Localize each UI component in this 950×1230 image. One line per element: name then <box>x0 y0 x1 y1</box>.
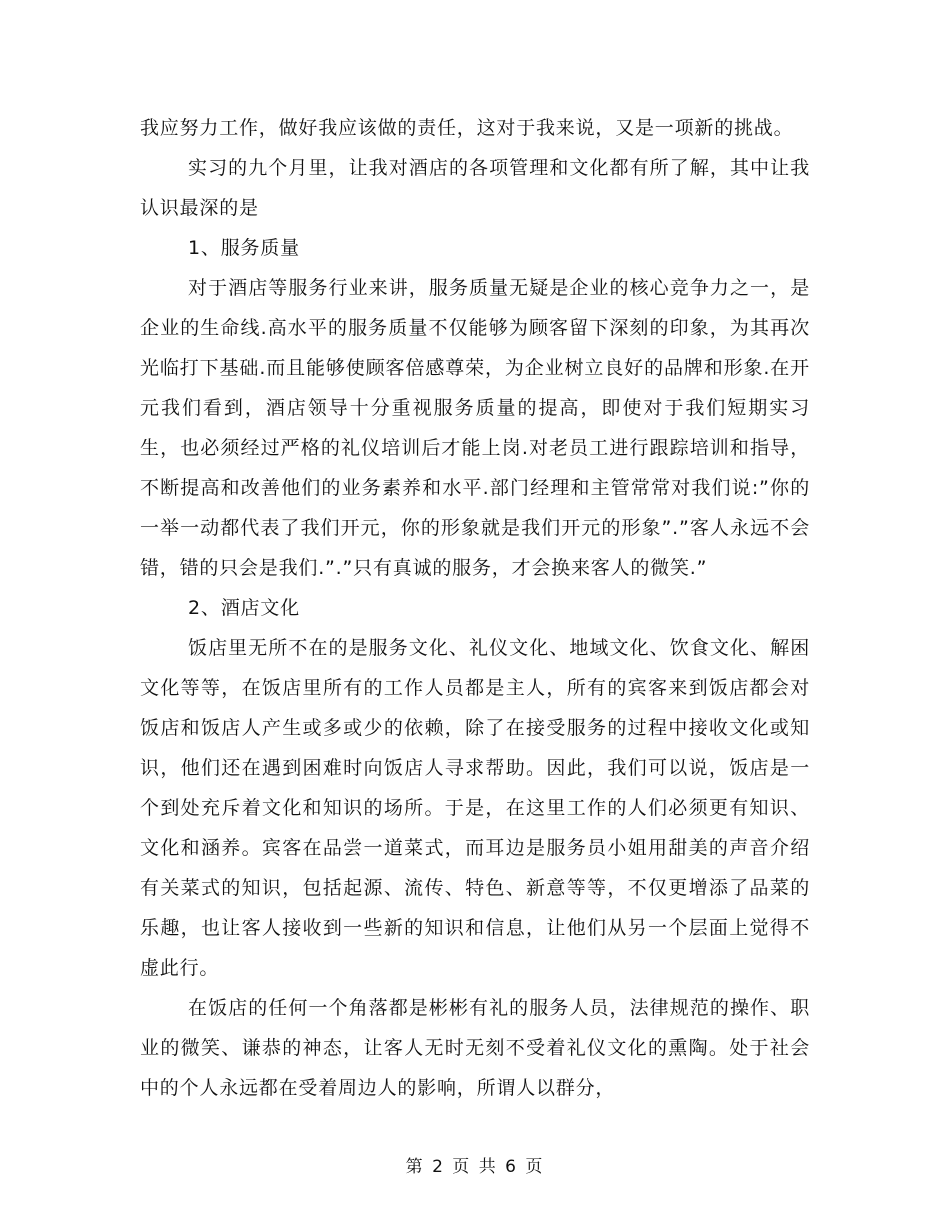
document-body <box>140 108 810 1108</box>
paragraph-intro: 实习的九个月里，让我对酒店的各项管理和文化都有所了解，其中让我认识最深的是 <box>140 157 810 219</box>
section-heading-hotel-culture: 2、酒店文化 <box>188 597 300 619</box>
page-footer <box>0 1152 950 1177</box>
page-number-label: 第 2 页 共 6 页 <box>405 1157 545 1177</box>
paragraph-etiquette: 在饭店的任何一个角落都是彬彬有礼的服务人员，法律规范的操作、职业的微笑、谦恭的神态，让客人无时无刻不受着礼仪文化的熏陶。处于社会中的个人永远都在受着周边人的影响，所谓人以群分， <box>140 997 810 1099</box>
paragraph-hotel-culture: 饭店里无所不在的是服务文化、礼仪文化、地域文化、饮食文化、解困文化等等，在饭店里所有的工作人员都是主人，所有的宾客来到饭店都会对饭店和饭店人产生或多或少的依赖，除了在接受服务的过程中接收文化或知识，他们还在遇到困难时向饭店人寻求帮助。因此，我们可以说，饭店是一个到处充斥着文化和知识的场所。于是，在这里工作的人们必须更有知识、文化和涵养。宾客在品尝一道菜式，而耳边是服务员小姐用甜美的声音介绍有关菜式的知识，包括起源、流传、特色、新意等等，不仅更增添了品菜的乐趣，也让客人接收到一些新的知识和信息，让他们从另一个层面上觉得不虚此行。 <box>140 637 810 979</box>
section-heading-service-quality: 1、服务质量 <box>188 237 300 259</box>
paragraph-service-quality: 对于酒店等服务行业来讲，服务质量无疑是企业的核心竞争力之一，是企业的生命线.高水平的服务质量不仅能够为顾客留下深刻的印象，为其再次光临打下基础.而且能够使顾客倍感尊荣，为企业树立良好的品牌和形象.在开元我们看到，酒店领导十分重视服务质量的提高，即使对于我们短期实习生，也必须经过严格的礼仪培训后才能上岗.对老员工进行跟踪培训和指导，不断提高和改善他们的业务素养和水平.部门经理和主管常常对我们说:”你的一举一动都代表了我们开元，你的形象就是我们开元的形象”.”客人永远不会错，错的只会是我们.”.”只有真诚的服务，才会换来客人的微笑.” <box>140 277 810 579</box>
paragraph-continuation: 我应努力工作，做好我应该做的责任，这对于我来说，又是一项新的挑战。 <box>140 117 794 139</box>
